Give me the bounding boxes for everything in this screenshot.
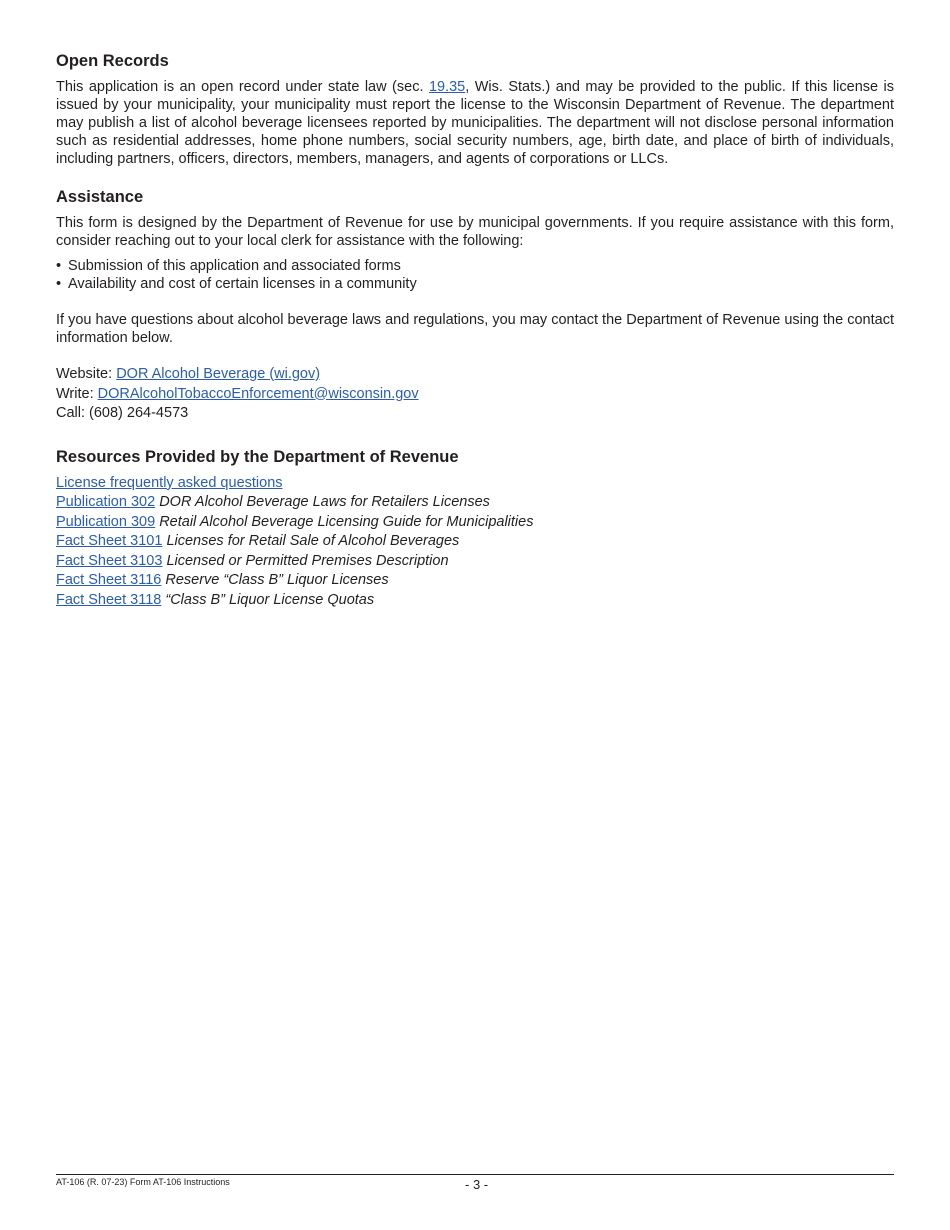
bullet-icon: • [56,258,62,274]
bullet-icon: • [56,275,62,292]
footer-divider [56,1174,894,1175]
list-item [56,258,894,276]
resource-title: Licensed or Permitted Premises Description [166,552,449,569]
list-item [56,493,894,513]
page-number: - 3 - [465,1177,489,1192]
resource-title: “Class B” Liquor License Quotas [165,591,375,608]
faq-link[interactable]: License frequently asked questions [56,474,283,491]
email-link[interactable]: DORAlcoholTobaccoEnforcement@wisconsin.gov [97,385,419,402]
website-label: Website: [56,366,113,382]
open-records-text-end: , Wis. Stats.) and may be provided to the public. If this license is issued by your municipality, your municipality must report the license to the Wisconsin Department of Revenue. The department may publish a list of alcohol beverage licensees reported by municipalities. The department will not disclose personal information such as residential addresses, home phone numbers, social security numbers, age, birth date, and place of birth of individuals, including partners, officers, directors, members, managers, and agents of corporations or LLCs. [56,79,894,167]
resource-title: DOR Alcohol Beverage Laws for Retailers Licenses [159,494,490,510]
fact-sheet-3118-link[interactable]: Fact Sheet 3118 [56,591,162,608]
write-label: Write: [56,385,94,402]
open-records-paragraph [56,78,894,168]
resource-title: Retail Alcohol Beverage Licensing Guide for Municipalities [159,513,534,530]
website-line [56,365,894,385]
assistance-bullet-list [56,258,894,293]
write-line [56,385,894,405]
list-item [56,532,894,552]
list-item [56,276,894,294]
call-line: Call: (608) 264-4573 [56,405,189,421]
open-records-text-start: This application is an open record under state law (sec. [56,79,429,95]
page-content [56,50,894,610]
bullet-text: Availability and cost of certain licenses in a community [68,275,417,292]
assistance-heading: Assistance [56,188,144,206]
open-records-heading: Open Records [56,52,169,70]
list-item [56,552,894,572]
footer-form-id: AT-106 (R. 07-23) Form AT-106 Instructions [56,1177,230,1187]
bullet-text: Submission of this application and associated forms [68,258,401,274]
assistance-intro: This form is designed by the Department of Revenue for use by municipal governments. If you require assistance with this form, consider reaching out to your local clerk for assistance with the following: [56,215,894,249]
contact-info [56,365,894,424]
resource-title: Licenses for Retail Sale of Alcohol Beverages [166,533,460,549]
fact-sheet-3101-link[interactable]: Fact Sheet 3101 [56,533,163,549]
list-item [56,474,894,494]
questions-paragraph: If you have questions about alcohol beverage laws and regulations, you may contact the Department of Revenue using the contact information below. [56,312,894,346]
resources-heading: Resources Provided by the Department of Revenue [56,447,459,466]
fact-sheet-3103-link[interactable]: Fact Sheet 3103 [56,552,163,569]
website-link[interactable]: DOR Alcohol Beverage (wi.gov) [116,366,321,382]
list-item [56,513,894,533]
publication-309-link[interactable]: Publication 309 [56,513,156,530]
resources-list [56,474,894,611]
resource-title: Reserve “Class B” Liquor Licenses [165,572,389,588]
statute-19-35-link[interactable]: 19.35 [428,79,466,95]
publication-302-link[interactable]: Publication 302 [56,494,156,510]
fact-sheet-3116-link[interactable]: Fact Sheet 3116 [56,572,162,588]
list-item [56,571,894,591]
list-item [56,591,894,611]
